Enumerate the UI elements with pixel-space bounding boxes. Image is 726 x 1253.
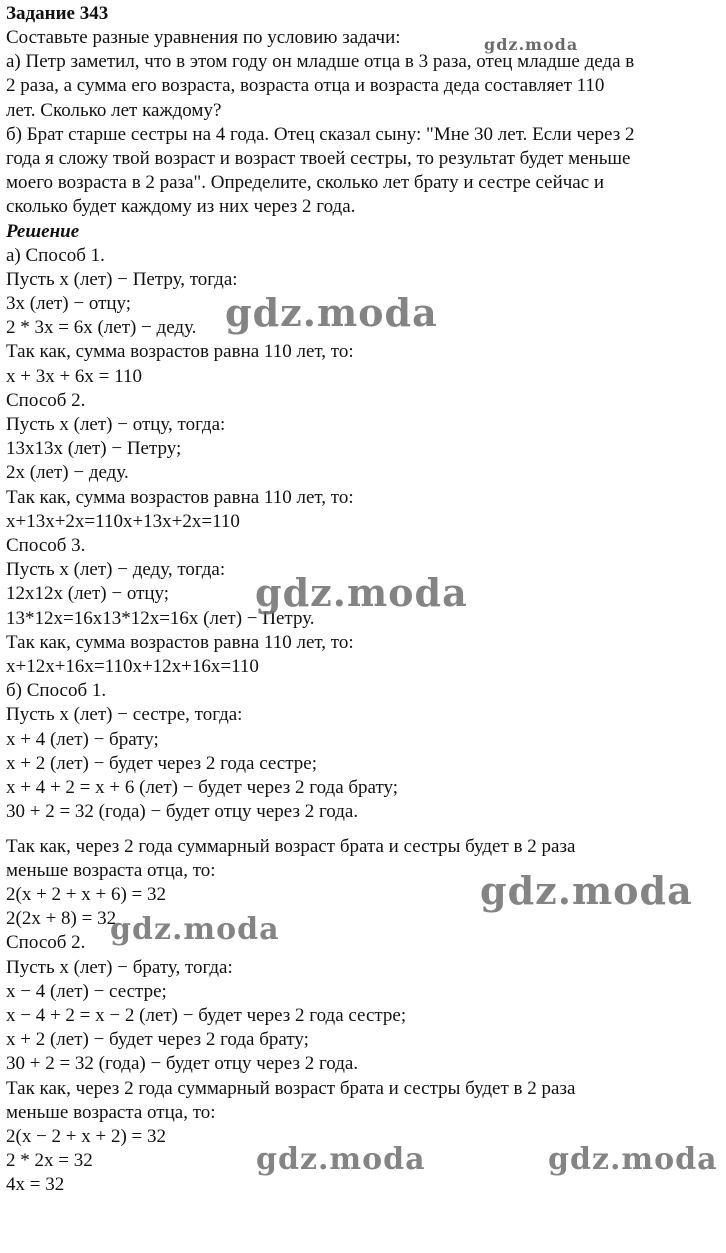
watermark: gdz.moda	[480, 868, 693, 913]
solution-line: Так как, сумма возрастов равна 110 лет, то:	[6, 486, 354, 508]
solution-line: 2x (лет) − деду.	[6, 462, 129, 484]
solution-line: меньше возраста отца, то:	[6, 1101, 216, 1123]
task-line: года я сложу твой возраст и возраст твоей сестры, то результат будет меньше	[6, 148, 631, 170]
task-line: Составьте разные уравнения по условию задачи:	[6, 27, 401, 48]
solution-line: x+13x+2x=110x+13x+2x=110	[6, 510, 240, 532]
solution-line: 2(x − 2 + x + 2) = 32	[6, 1125, 167, 1147]
solution-line: 13x13x (лет) − Петру;	[6, 438, 182, 460]
solution-line: 30 + 2 = 32 (года) − будет отцу через 2 года.	[6, 1053, 359, 1075]
solution-line: 2 * 2x = 32	[6, 1150, 93, 1172]
solution-line: Пусть x (лет) − сестре, тогда:	[6, 704, 243, 726]
solution-line: 3x (лет) − отцу;	[6, 293, 132, 315]
solution-line: x + 4 + 2 = x + 6 (лет) − будет через 2 года брату;	[6, 777, 399, 799]
task-line: моего возраста в 2 раза". Определите, сколько лет брату и сестре сейчас и	[6, 172, 605, 194]
solution-line: 4x = 32	[6, 1174, 65, 1196]
section-gap	[6, 825, 722, 835]
task-line: сколько будет каждому из них через 2 года.	[6, 196, 356, 218]
solution-line: 30 + 2 = 32 (года) − будет отцу через 2 года.	[6, 801, 359, 823]
solution-line: Пусть x (лет) − отцу, тогда:	[6, 414, 226, 436]
solution-line: Так как, сумма возрастов равна 110 лет, то:	[6, 631, 354, 653]
solution-line: Так как, сумма возрастов равна 110 лет, то:	[6, 341, 354, 363]
solution-line: Способ 3.	[6, 535, 86, 557]
task-line: 2 раза, а сумма его возраста, возраста отца и возраста деда составляет 110	[6, 75, 605, 97]
task-line: а) Петр заметил, что в этом году он младше отца в 3 раза, отец младше деда в	[6, 51, 635, 73]
solution-line: x + 3x + 6x = 110	[6, 365, 142, 387]
solution-line: 2 * 3x = 6x (лет) − деду.	[6, 317, 197, 339]
task-line: лет. Сколько лет каждому?	[6, 99, 222, 121]
watermark: gdz.moda	[110, 912, 280, 947]
solution-line: 12x12x (лет) − отцу;	[6, 583, 170, 605]
solution-line: меньше возраста отца, то:	[6, 859, 216, 881]
solution-line: 13*12x=16x13*12x=16x (лет) − Петру.	[6, 607, 315, 629]
watermark: gdz.moda	[548, 1142, 718, 1177]
solution-line: а) Способ 1.	[6, 244, 105, 266]
solution-line: x + 2 (лет) − будет через 2 года брату;	[6, 1029, 309, 1051]
solution-line: x+12x+16x=110x+12x+16x=110	[6, 656, 259, 678]
watermark: gdz.moda	[484, 35, 579, 54]
task-line: б) Брат старше сестры на 4 года. Отец сказал сыну: "Мне 30 лет. Если через 2	[6, 123, 635, 145]
watermark: gdz.moda	[256, 1142, 426, 1177]
task-statement	[6, 26, 722, 220]
solution-line: Способ 2.	[6, 932, 86, 954]
watermark: gdz.moda	[255, 570, 468, 615]
solution-line: Пусть x (лет) − брату, тогда:	[6, 956, 233, 978]
solution-heading: Решение	[6, 220, 80, 242]
solution-line: б) Способ 1.	[6, 680, 107, 702]
solution-line: Пусть x (лет) − деду, тогда:	[6, 559, 226, 581]
solution-line: x + 4 (лет) − брату;	[6, 728, 159, 750]
solution-line: Способ 2.	[6, 389, 86, 411]
solution-line: x − 4 + 2 = x − 2 (лет) − будет через 2 года сестре;	[6, 1004, 407, 1026]
solution-line: 2(x + 2 + x + 6) = 32	[6, 883, 167, 905]
solution-line: x + 2 (лет) − будет через 2 года сестре;	[6, 752, 317, 774]
solution-line: Так как, через 2 года суммарный возраст брата и сестры будет в 2 раза	[6, 835, 576, 857]
solution-line: Пусть x (лет) − Петру, тогда:	[6, 268, 238, 290]
watermark: gdz.moda	[225, 290, 438, 335]
solution-line: Так как, через 2 года суммарный возраст брата и сестры будет в 2 раза	[6, 1077, 576, 1099]
task-title: Задание 343	[6, 3, 109, 24]
solution-line: x − 4 (лет) − сестре;	[6, 980, 167, 1002]
solution-line: 2(2x + 8) = 32	[6, 908, 117, 930]
